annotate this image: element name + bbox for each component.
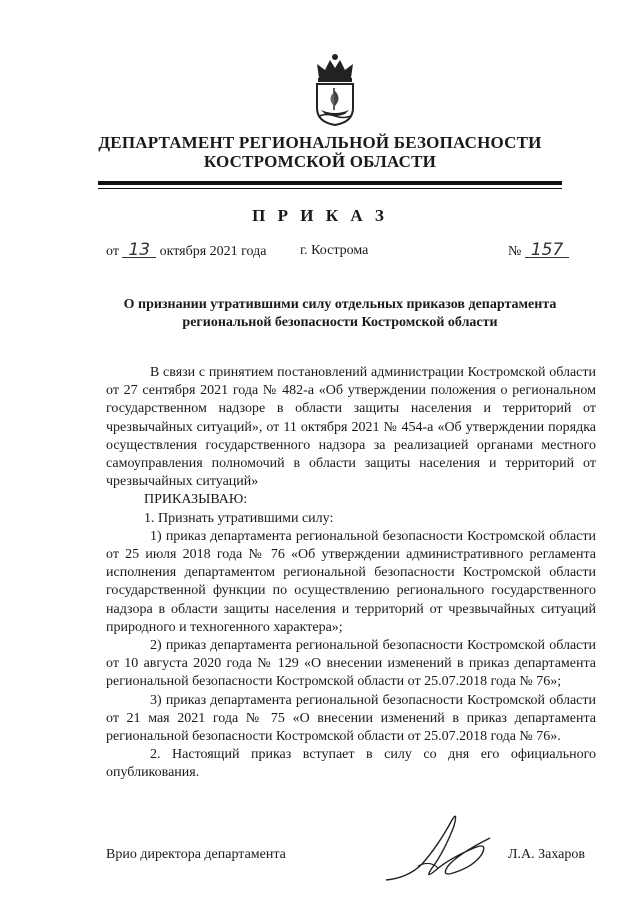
document-body — [106, 364, 596, 783]
signatory-name: Л.А. Захаров — [508, 847, 585, 862]
list-item: 2) приказ департамента региональной безопасности Костромской области от 10 августа 2020 года № 129 «О внесении изменений в приказ департамента региональной безопасности Костромской области от 25.07.2018 года № 76»; — [106, 638, 596, 690]
date-field — [106, 240, 267, 260]
list-item: 1) приказ департамента региональной безопасности Костромской области от 25 июля 2018 года № 76 «Об утверждении административного регламента исполнения департаментом региональной безопасности Костромской области государственной функции по осуществлению регионального государственного надзора в области защиты населения и территорий от чрезвычайных ситуаций природного и техногенного характера»; — [106, 528, 596, 635]
coat-of-arms-icon — [303, 52, 367, 126]
document-type: П Р И К А З — [252, 206, 388, 225]
handwritten-signature-icon — [378, 808, 508, 886]
date-prefix: от — [106, 244, 119, 259]
header-rule-thin — [98, 188, 562, 189]
document-subject: О признании утратившими силу отдельных приказов департамента региональной безопасности Костромской области — [123, 297, 557, 330]
header-rule-thick — [98, 181, 562, 185]
signatory-title: Врио директора департамента — [106, 847, 286, 862]
department-name-line1: ДЕПАРТАМЕНТ РЕГИОНАЛЬНОЙ БЕЗОПАСНОСТИ — [98, 133, 542, 152]
number-handwritten: 157 — [525, 243, 569, 258]
date-day-handwritten: 13 — [122, 243, 156, 258]
number-field — [508, 240, 569, 260]
city: г. Кострома — [300, 243, 369, 258]
preamble-paragraph: В связи с принятием постановлений администрации Костромской области от 27 сентября 2021 года № 482-а «Об утверждении положения о региональном государственном надзоре в области защиты населения и территорий от чрезвычайных ситуаций», от 11 октября 2021 № 454-а «Об утверждении порядка осуществления государственного надзора за реализацией органами местного самоуправления полномочий в области защиты населения и территорий от чрезвычайных ситуаций» — [106, 365, 596, 490]
number-prefix: № — [508, 244, 522, 259]
point-1: 1. Признать утратившими силу: — [144, 510, 334, 526]
point-2: 2. Настоящий приказ вступает в силу со дня его официального опубликования. — [106, 747, 596, 781]
department-name-line2: КОСТРОМСКОЙ ОБЛАСТИ — [203, 152, 437, 171]
date-month-year: октября 2021 года — [159, 244, 267, 259]
decree-word: ПРИКАЗЫВАЮ: — [144, 492, 248, 508]
list-item: 3) приказ департамента региональной безопасности Костромской области от 21 мая 2021 года № 75 «О внесении изменений в приказ департамента региональной безопасности Костромской области от 25.07.2018 года № 76». — [106, 692, 596, 745]
